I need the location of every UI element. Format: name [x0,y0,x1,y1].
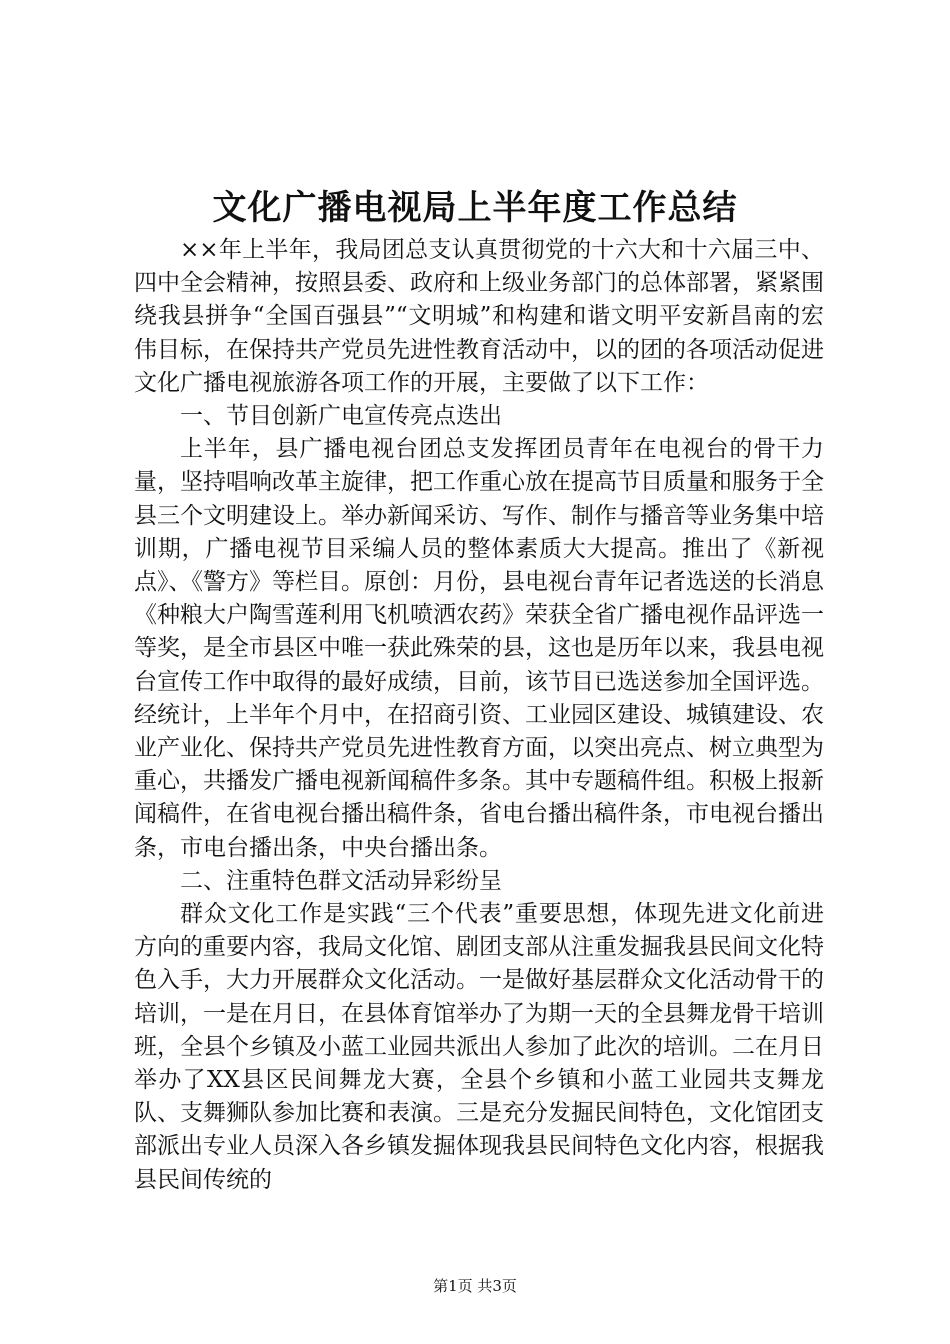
section-heading-1: 一、节目创新广电宣传亮点迭出 [180,403,502,430]
intro-paragraph: ××年上半年，我局团总支认真贯彻党的十六大和十六届三中、四中全会精神，按照县委、政府和上级业务部门的总体部署，紧紧围绕我县拼争“全国百强县”“文明城”和构建和谐文明平安新昌南的宏伟目标，在保持共产党员先进性教育活动中，以的团的各项活动促进文化广播电视旅游各项工作的开展，主要做了以下工作： [134,237,824,396]
document-body [134,234,824,1197]
section-1-paragraph: 上半年，县广播电视台团总支发挥团员青年在电视台的骨干力量，坚持唱响改革主旋律，把工作重心放在提高节目质量和服务于全县三个文明建设上。举办新闻采访、写作、制作与播音等业务集中培训期，广播电视节目采编人员的整体素质大大提高。推出了《新视点》、《警方》等栏目。原创：月份，县电视台青年记者选送的长消息《种粮大户陶雪莲利用飞机喷洒农药》荣获全省广播电视作品评选一等奖，是全市县区中唯一获此殊荣的县，这也是历年以来，我县电视台宣传工作中取得的最好成绩，目前，该节目已选送参加全国评选。经统计，上半年个月中，在招商引资、工业园区建设、城镇建设、农业产业化、保持共产党员先进性教育方面，以突出亮点、树立典型为重心，共播发广播电视新闻稿件多条。其中专题稿件组。积极上报新闻稿件，在省电视台播出稿件条，省电台播出稿件条，市电视台播出条，市电台播出条，中央台播出条。 [134,436,824,861]
section-heading-2: 二、注重特色群文活动异彩纷呈 [180,867,502,894]
document-title: 文化广播电视局上半年度工作总结 [212,188,738,228]
page-footer: 第1页 共3页 [433,1277,517,1295]
section-2-paragraph: 群众文化工作是实践“三个代表”重要思想，体现先进文化前进方向的重要内容，我局文化馆、剧团支部从注重发掘我县民间文化特色入手，大力开展群众文化活动。一是做好基层群众文化活动骨干的培训，一是在月日，在县体育馆举办了为期一天的全县舞龙骨干培训班，全县个乡镇及小蓝工业园共派出人参加了此次的培训。二在月日举办了XX县区民间舞龙大赛，全县个乡镇和小蓝工业园共支舞龙队、支舞狮队参加比赛和表演。三是充分发掘民间特色，文化馆团支部派出专业人员深入各乡镇发掘体现我县民间特色文化内容，根据我县民间传统的 [134,901,824,1193]
